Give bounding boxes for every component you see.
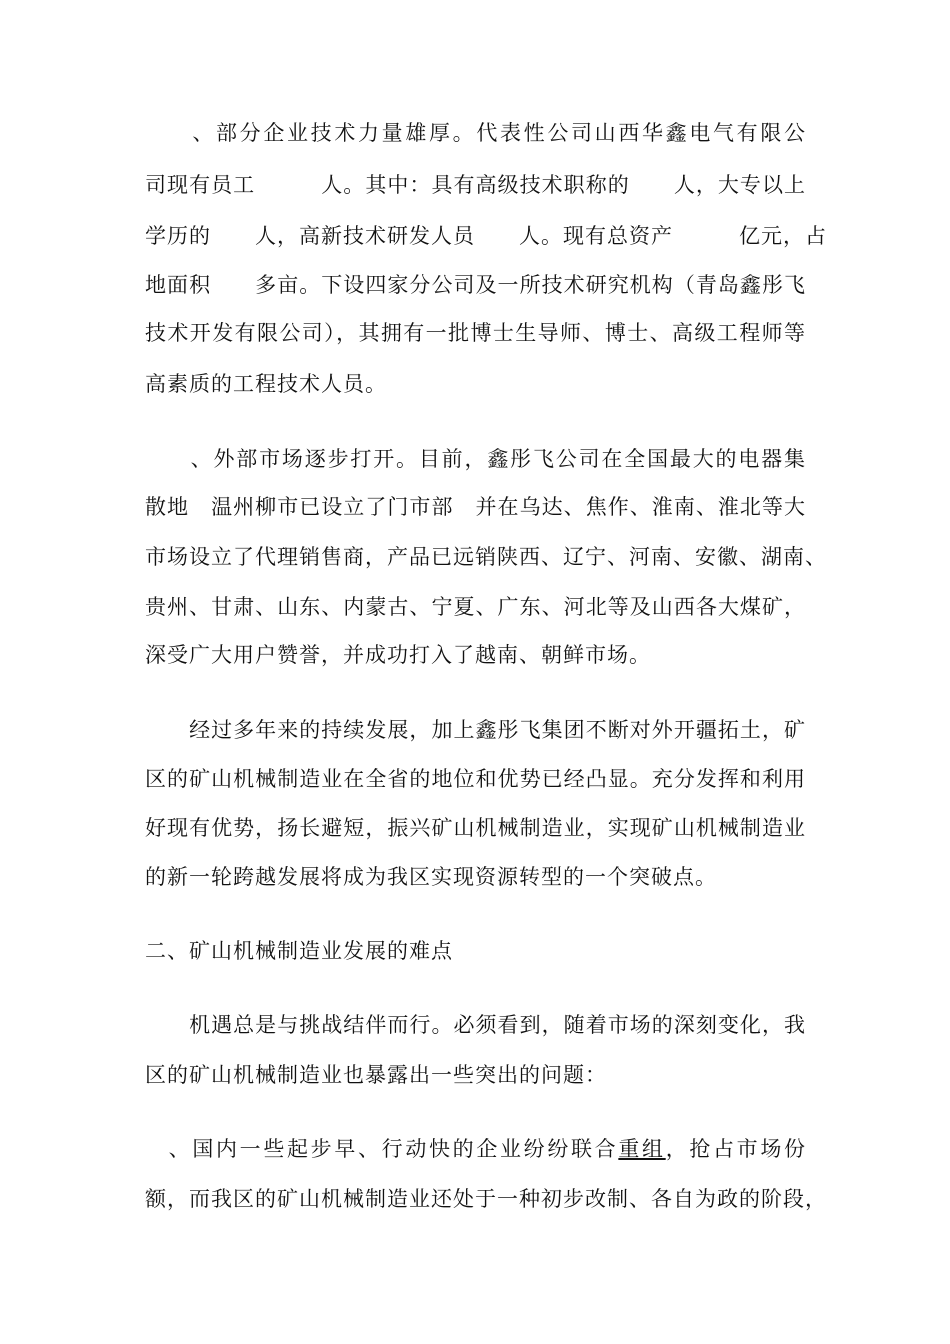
paragraph-line: 、部分企业技术力量雄厚。代表性公司山西华鑫电气有限公: [145, 121, 806, 145]
paragraph-line: 地面积 多亩。下设四家分公司及一所技术研究机构（青岛鑫彤飞: [145, 273, 806, 297]
paragraph-line: 学历的 人，高新技术研发人员 人。现有总资产 亿元，占: [145, 224, 827, 248]
paragraph-line: 的新一轮跨越发展将成为我区实现资源转型的一个突破点。: [145, 865, 717, 889]
paragraph-line: 散地 温州柳市已设立了门市部 并在乌达、焦作、淮南、淮北等大: [145, 495, 806, 519]
paragraph-line: 、外部市场逐步打开。目前，鑫彤飞公司在全国最大的电器集: [145, 447, 806, 471]
paragraph-line: 技术开发有限公司），其拥有一批博士生导师、博士、高级工程师等: [145, 321, 806, 345]
text-run: ，抢占市场份: [665, 1137, 807, 1161]
text-run: 、国内一些起步早、行动快的企业纷纷联合: [145, 1137, 619, 1161]
paragraph-line: 额，而我区的矿山机械制造业还处于一种初步改制、各自为政的阶段，: [145, 1187, 827, 1211]
paragraph-line: 经过多年来的持续发展，加上鑫彤飞集团不断对外开疆拓土，矿: [145, 718, 806, 742]
paragraph-line: 区的矿山机械制造业也暴露出一些突出的问题：: [145, 1063, 607, 1087]
paragraph-line: 区的矿山机械制造业在全省的地位和优势已经凸显。充分发挥和利用: [145, 767, 806, 791]
paragraph-line: [145, 1134, 806, 1164]
paragraph-line: 机遇总是与挑战结伴而行。必须看到，随着市场的深刻变化，我: [145, 1013, 806, 1037]
underlined-text: 重组: [618, 1137, 666, 1161]
paragraph-line: 深受广大用户赞誉，并成功打入了越南、朝鲜市场。: [145, 643, 651, 667]
paragraph-line: 市场设立了代理销售商，产品已远销陕西、辽宁、河南、安徽、湖南、: [145, 545, 827, 569]
section-heading: 二、矿山机械制造业发展的难点: [145, 939, 453, 963]
paragraph-line: 司现有员工 人。其中：具有高级技术职称的 人，大专以上: [145, 173, 806, 197]
paragraph-line: 贵州、甘肃、山东、内蒙古、宁夏、广东、河北等及山西各大煤矿，: [145, 595, 806, 619]
paragraph-line: 高素质的工程技术人员。: [145, 372, 387, 396]
paragraph-line: 好现有优势，扬长避短，振兴矿山机械制造业，实现矿山机械制造业: [145, 816, 806, 840]
